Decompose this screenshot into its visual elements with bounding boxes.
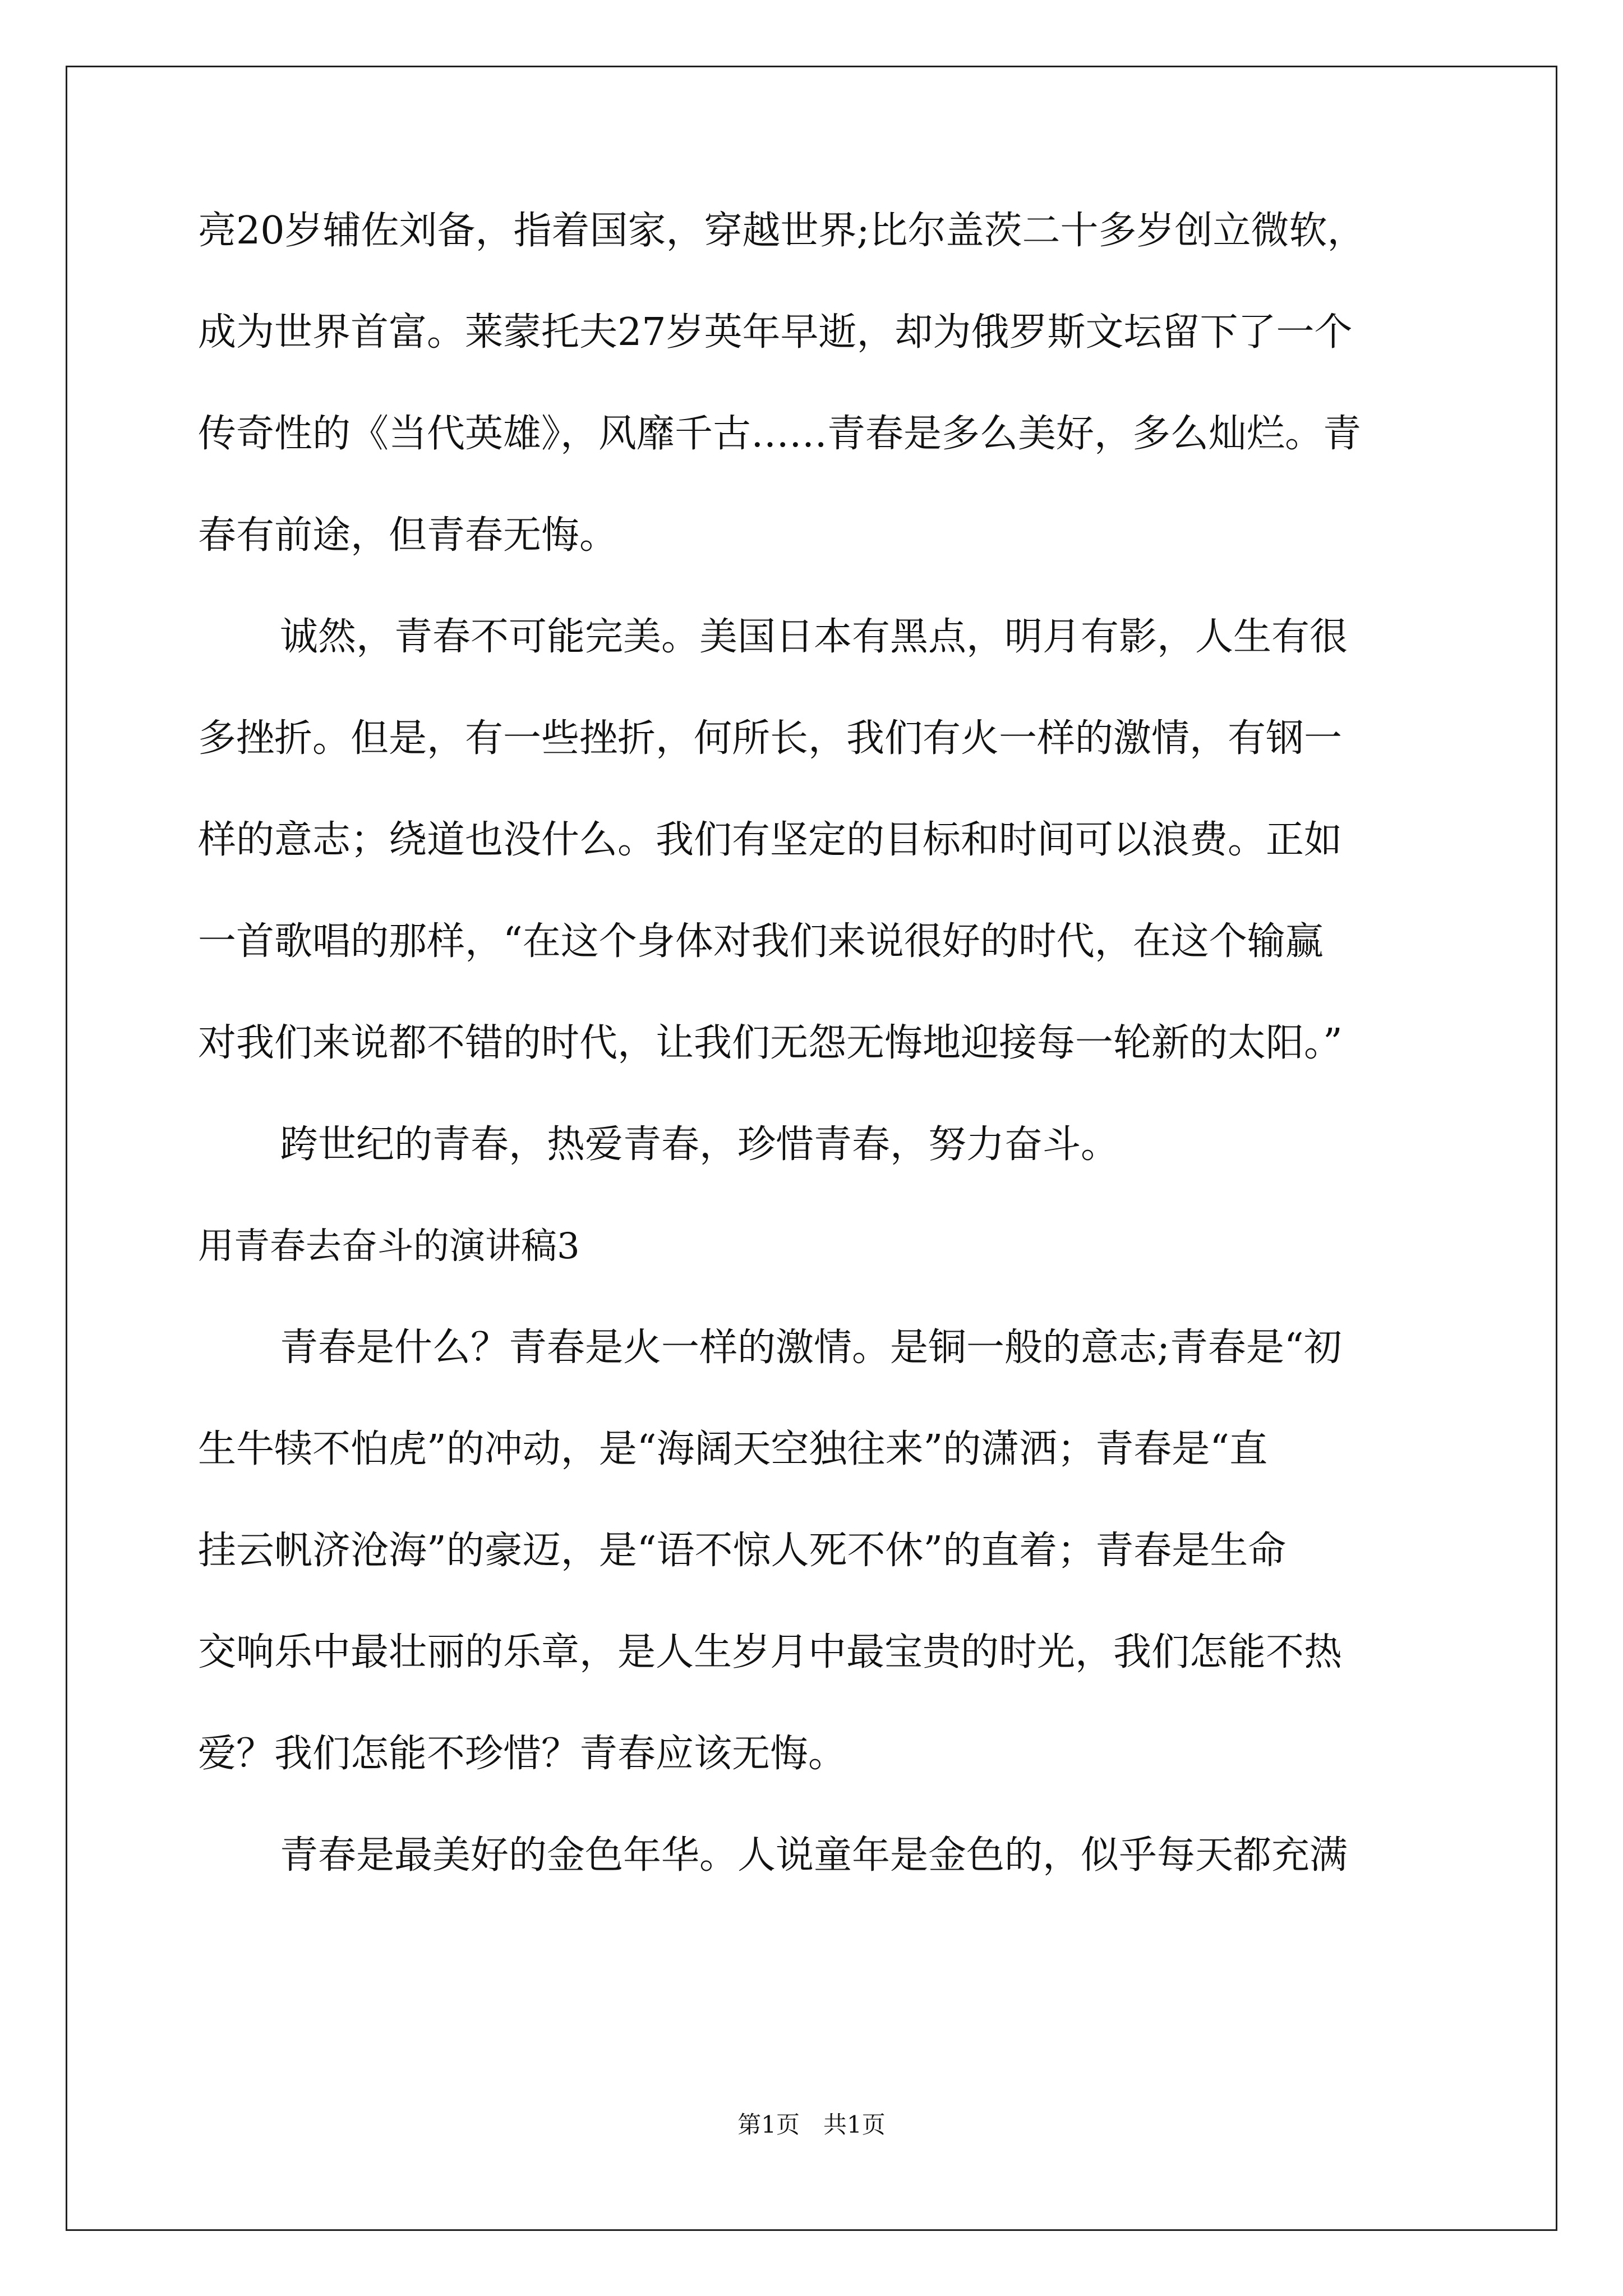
text-line: 成为世界首富。莱蒙托夫27岁英年早逝，却为俄罗斯文坛留下了一个 (198, 310, 1353, 355)
page-footer: 第1页 共1页 (737, 2111, 886, 2138)
text-line: 对我们来说都不错的时代，让我们无怨无悔地迎接每一轮新的太阳。” (198, 1021, 1343, 1065)
paragraph-start: 跨世纪的青春，热爱青春，珍惜青春，努力奋斗。 (280, 1122, 1119, 1167)
paragraph-start: 青春是什么？青春是火一样的激情。是铜一般的意志;青春是“初 (280, 1326, 1342, 1370)
paragraph-start: 诚然，青春不可能完美。美国日本有黑点，明月有影，人生有很 (280, 615, 1348, 659)
text-line: 挂云帆济沧海”的豪迈，是“语不惊人死不休”的直着；青春是生命 (198, 1529, 1287, 1573)
text-line: 爱？我们怎能不珍惜？青春应该无悔。 (198, 1732, 847, 1776)
section-heading: 用青春去奋斗的演讲稿3 (198, 1226, 580, 1267)
text-line: 一首歌唱的那样，“在这个身体对我们来说很好的时代，在这个输赢 (198, 919, 1324, 964)
text-line: 多挫折。但是，有一些挫折，何所长，我们有火一样的激情，有钢一 (198, 716, 1343, 761)
text-line: 生牛犊不怕虎”的冲动，是“海阔天空独往来”的潇洒；青春是“直 (198, 1427, 1268, 1471)
text-line: 春有前途，但青春无悔。 (198, 513, 618, 558)
text-line: 交响乐中最壮丽的乐章，是人生岁月中最宝贵的时光，我们怎能不热 (198, 1630, 1343, 1674)
text-line: 亮20岁辅佐刘备，指着国家，穿越世界;比尔盖茨二十多岁创立微软， (198, 209, 1366, 253)
text-line: 传奇性的《当代英雄》，风靡千古……青春是多么美好，多么灿烂。青 (198, 412, 1362, 456)
text-line: 样的意志；绕道也没什么。我们有坚定的目标和时间可以浪费。正如 (198, 818, 1343, 862)
paragraph-start: 青春是最美好的金色年华。人说童年是金色的，似乎每天都充满 (280, 1833, 1348, 1878)
